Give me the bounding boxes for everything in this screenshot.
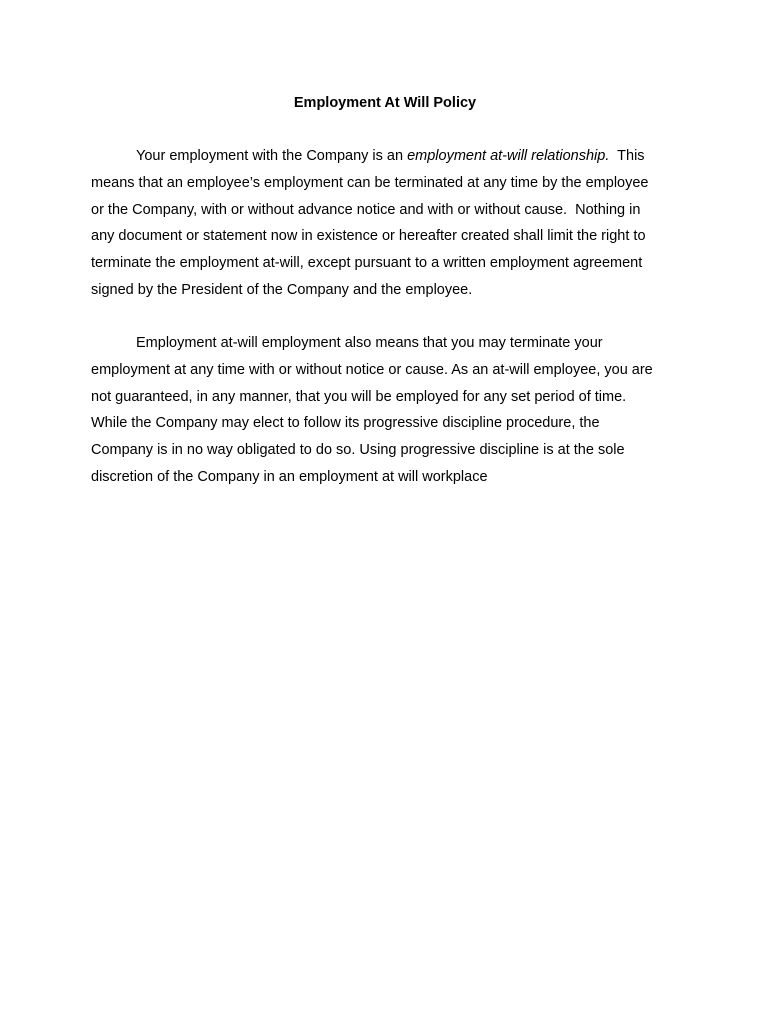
document-title: Employment At Will Policy: [293, 95, 477, 111]
paragraph-at-will-relationship: [91, 143, 681, 304]
paragraph-line: not guaranteed, in any manner, that you will be employed for any set period of time.: [91, 388, 627, 405]
paragraph-line: Employment at-will employment also means that you may terminate your: [136, 335, 603, 351]
paragraph-line: Company is in no way obligated to do so. Using progressive discipline is at the sole: [91, 442, 625, 459]
paragraph-employee-termination: [91, 330, 681, 491]
line-text: Your employment with the Company is an: [136, 148, 408, 164]
emphasized-term: employment at-will relationship.: [407, 148, 610, 164]
paragraph-line: or the Company, with or without advance notice and with or without cause. Nothing in: [91, 201, 641, 218]
paragraph-line: [91, 143, 681, 170]
paragraph-line: means that an employee’s employment can be terminated at any time by the employee: [91, 174, 649, 191]
paragraph-line: While the Company may elect to follow its progressive discipline procedure, the: [91, 415, 600, 432]
line-text: This: [609, 148, 645, 164]
paragraph-line: employment at any time with or without notice or cause. As an at-will employee, you are: [91, 361, 653, 378]
paragraph-line: signed by the President of the Company and the employee.: [91, 281, 473, 298]
paragraph-line: any document or statement now in existence or hereafter created shall limit the right to: [91, 228, 646, 245]
paragraph-line: terminate the employment at-will, except pursuant to a written employment agreement: [91, 255, 643, 272]
paragraph-line: discretion of the Company in an employment at will workplace: [91, 468, 488, 485]
